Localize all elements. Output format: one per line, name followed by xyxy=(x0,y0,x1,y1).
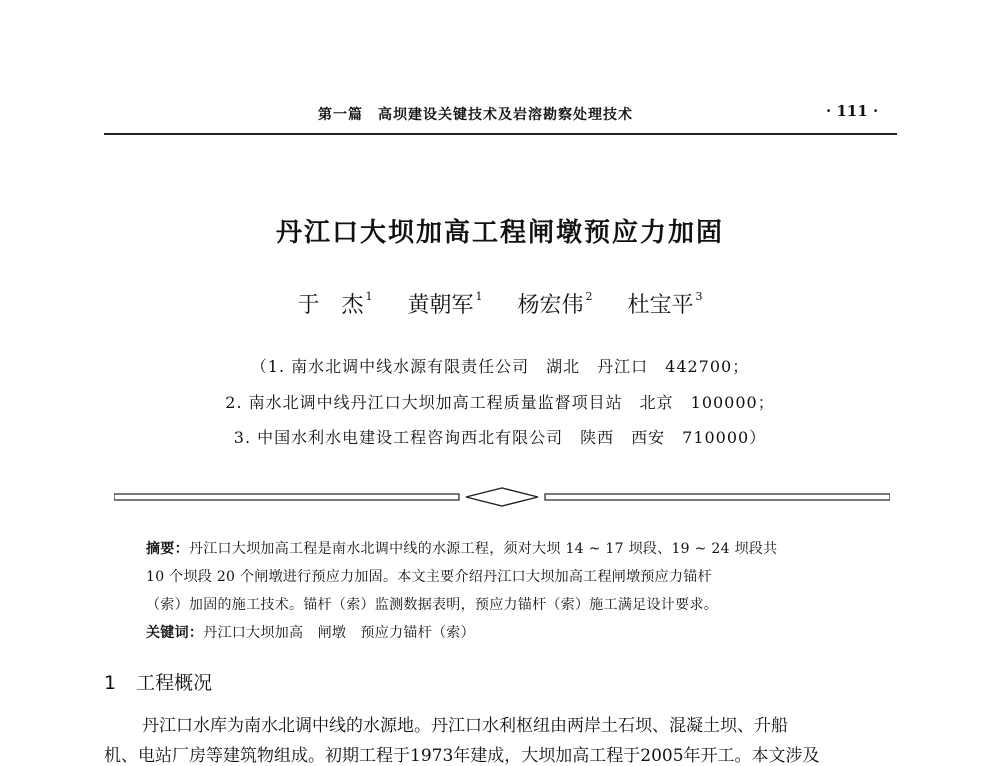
keywords-label: 关键词： xyxy=(146,625,204,641)
keywords-text: 丹江口大坝加高 闸墩 预应力锚杆（索） xyxy=(203,625,475,641)
author-name: 黄朝军 xyxy=(407,293,474,318)
affiliation-1: （1. 南水北调中线水源有限责任公司 湖北 丹江口 442700； xyxy=(250,357,750,376)
abstract-line-3: （索）加固的施工技术。锚杆（索）监测数据表明，预应力锚杆（索）施工满足设计要求。 xyxy=(146,597,718,613)
header-rule xyxy=(104,133,897,135)
abstract-label: 摘要： xyxy=(146,541,189,557)
author-name: 杨宏伟 xyxy=(517,293,584,318)
section-divider-ornament xyxy=(114,484,890,512)
section-number: 1 xyxy=(104,672,117,694)
author-affiliation-mark: 1 xyxy=(475,290,483,303)
running-header: 第一篇 高坝建设关键技术及岩溶勘察处理技术 xyxy=(318,107,633,123)
author-affiliation-mark: 2 xyxy=(585,290,593,303)
affiliation-2: 2. 南水北调中线丹江口大坝加高工程质量监督项目站 北京 100000； xyxy=(225,393,775,412)
abstract-line-1 xyxy=(146,538,777,558)
body-paragraph-line-2: 机、电站厂房等建筑物组成。初期工程于1973年建成，大坝加高工程于2005年开工。本文涉及 xyxy=(104,746,820,766)
abstract-line-2: 10 个坝段 20 个闸墩进行预应力加固。本文主要介绍丹江口大坝加高工程闸墩预应力锚杆 xyxy=(146,569,712,585)
author-2 xyxy=(407,290,483,318)
section-title: 工程概况 xyxy=(136,672,213,694)
author-affiliation-mark: 3 xyxy=(695,290,703,303)
author-name: 于 杰 xyxy=(297,293,364,318)
author-name: 杜宝平 xyxy=(627,293,694,318)
page-number: · 111 · xyxy=(826,102,879,120)
author-3 xyxy=(517,290,593,318)
author-1 xyxy=(297,290,373,318)
author-4 xyxy=(627,290,703,318)
author-affiliation-mark: 1 xyxy=(365,290,373,303)
affiliation-3: 3. 中国水利水电建设工程咨询西北有限公司 陕西 西安 710000） xyxy=(233,428,767,447)
abstract-text: 丹江口大坝加高工程是南水北调中线的水源工程，须对大坝 14 ~ 17 坝段、19 ~ 24 坝段共 xyxy=(188,541,778,557)
article-title: 丹江口大坝加高工程闸墩预应力加固 xyxy=(275,218,724,248)
author-list xyxy=(0,288,1000,319)
body-paragraph-line-1: 丹江口水库为南水北调中线的水源地。丹江口水利枢纽由两岸土石坝、混凝土坝、升船 xyxy=(142,716,788,736)
keywords-line xyxy=(146,622,475,642)
section-heading xyxy=(104,668,212,695)
